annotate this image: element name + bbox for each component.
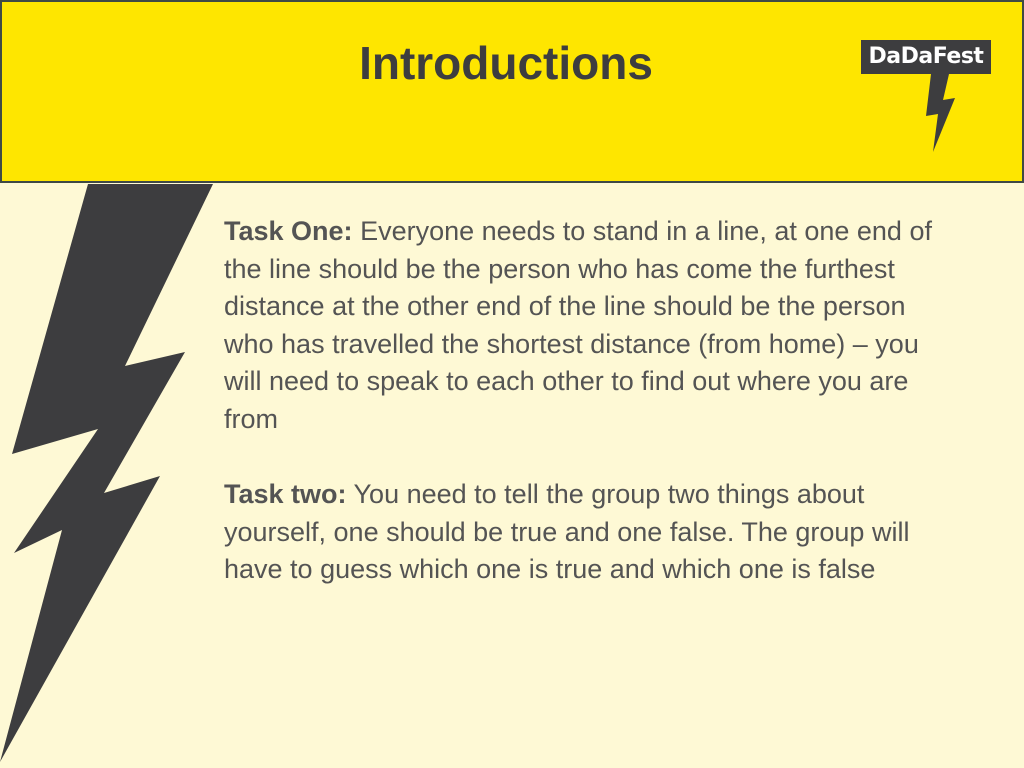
task-two-paragraph [224, 476, 944, 589]
task-one-text: Everyone needs to stand in a line, at one end of the line should be the person who has come the furthest distance at the other end of the line should be the person who has travelled the shortest distance (from home) – you will need to speak to each other to find out where you are from [224, 216, 932, 434]
logo-lightning-bolt-icon [921, 74, 961, 154]
page-title: Introductions [359, 37, 653, 89]
title-banner [0, 0, 1024, 183]
task-two-text: You need to tell the group two things about yourself, one should be true and one false. The group will have to guess which one is true and which one is false [224, 479, 910, 585]
logo-wordmark: DaDaFest [861, 40, 991, 74]
dadafest-logo [861, 40, 993, 155]
task-one-label: Task One: [224, 216, 353, 246]
lightning-bolt-icon [0, 184, 215, 768]
task-list [224, 213, 944, 627]
task-one-paragraph [224, 213, 944, 439]
task-two-label: Task two: [224, 479, 347, 510]
